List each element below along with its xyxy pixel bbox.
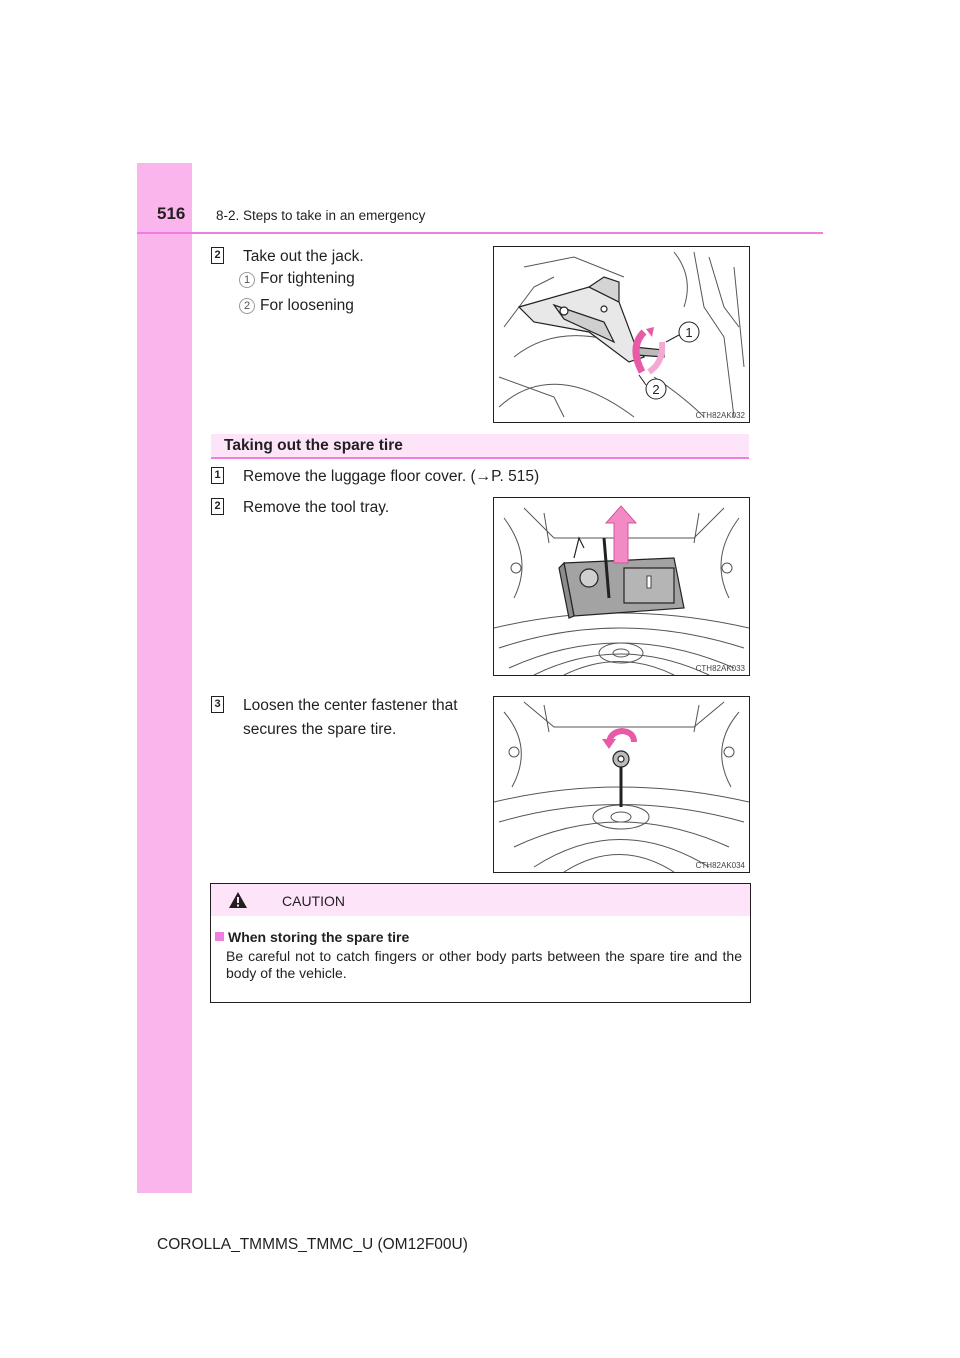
fastener-figure — [493, 696, 750, 873]
list-item-label: For tightening — [260, 270, 355, 287]
footer-text: COROLLA_TMMMS_TMMC_U (OM12F00U) — [157, 1236, 468, 1253]
step-text-line: Loosen the center fastener that — [243, 697, 458, 714]
lift-arrow-icon — [606, 506, 636, 563]
step-text: Remove the tool tray. — [243, 499, 390, 516]
step-text: Remove the luggage floor cover. (→P. 515) — [243, 468, 540, 485]
caution-title-text: When storing the spare tire — [228, 929, 410, 945]
jack-figure — [493, 246, 750, 423]
list-number: 1 — [239, 272, 255, 288]
step-badge: 2 — [211, 247, 224, 264]
jack-illustration — [494, 247, 749, 422]
square-bullet-icon — [215, 932, 224, 941]
caution-label: CAUTION — [282, 893, 345, 909]
warning-triangle-icon — [228, 891, 248, 909]
figure-callout: 2 — [652, 382, 660, 397]
step-badge: 1 — [211, 467, 224, 484]
tool-tray-illustration — [494, 498, 749, 675]
side-color-band — [137, 163, 192, 1193]
caution-header — [211, 884, 750, 916]
subsection-heading — [211, 434, 749, 459]
header-rule — [137, 232, 823, 234]
caution-body: Be careful not to catch fingers or other body parts between the spare tire and the body of the vehicle. — [226, 948, 742, 981]
tool-tray-figure — [493, 497, 750, 676]
step-text: Take out the jack. — [243, 248, 364, 265]
page-number: 516 — [157, 204, 186, 223]
step-badge: 2 — [211, 498, 224, 515]
section-title: 8-2. Steps to take in an emergency — [216, 208, 426, 223]
figure-code: CTH82AK033 — [695, 664, 745, 673]
caution-title — [215, 929, 409, 945]
list-item-label: For loosening — [260, 297, 354, 314]
fastener-illustration — [494, 697, 749, 872]
subsection-title: Taking out the spare tire — [224, 437, 403, 454]
step-badge: 3 — [211, 696, 224, 713]
figure-code: CTH82AK032 — [695, 411, 745, 420]
figure-code: CTH82AK034 — [695, 861, 745, 870]
caution-box — [210, 883, 751, 1003]
step-text-line: secures the spare tire. — [243, 721, 397, 738]
list-number: 2 — [239, 298, 255, 314]
figure-callout: 1 — [685, 325, 693, 340]
